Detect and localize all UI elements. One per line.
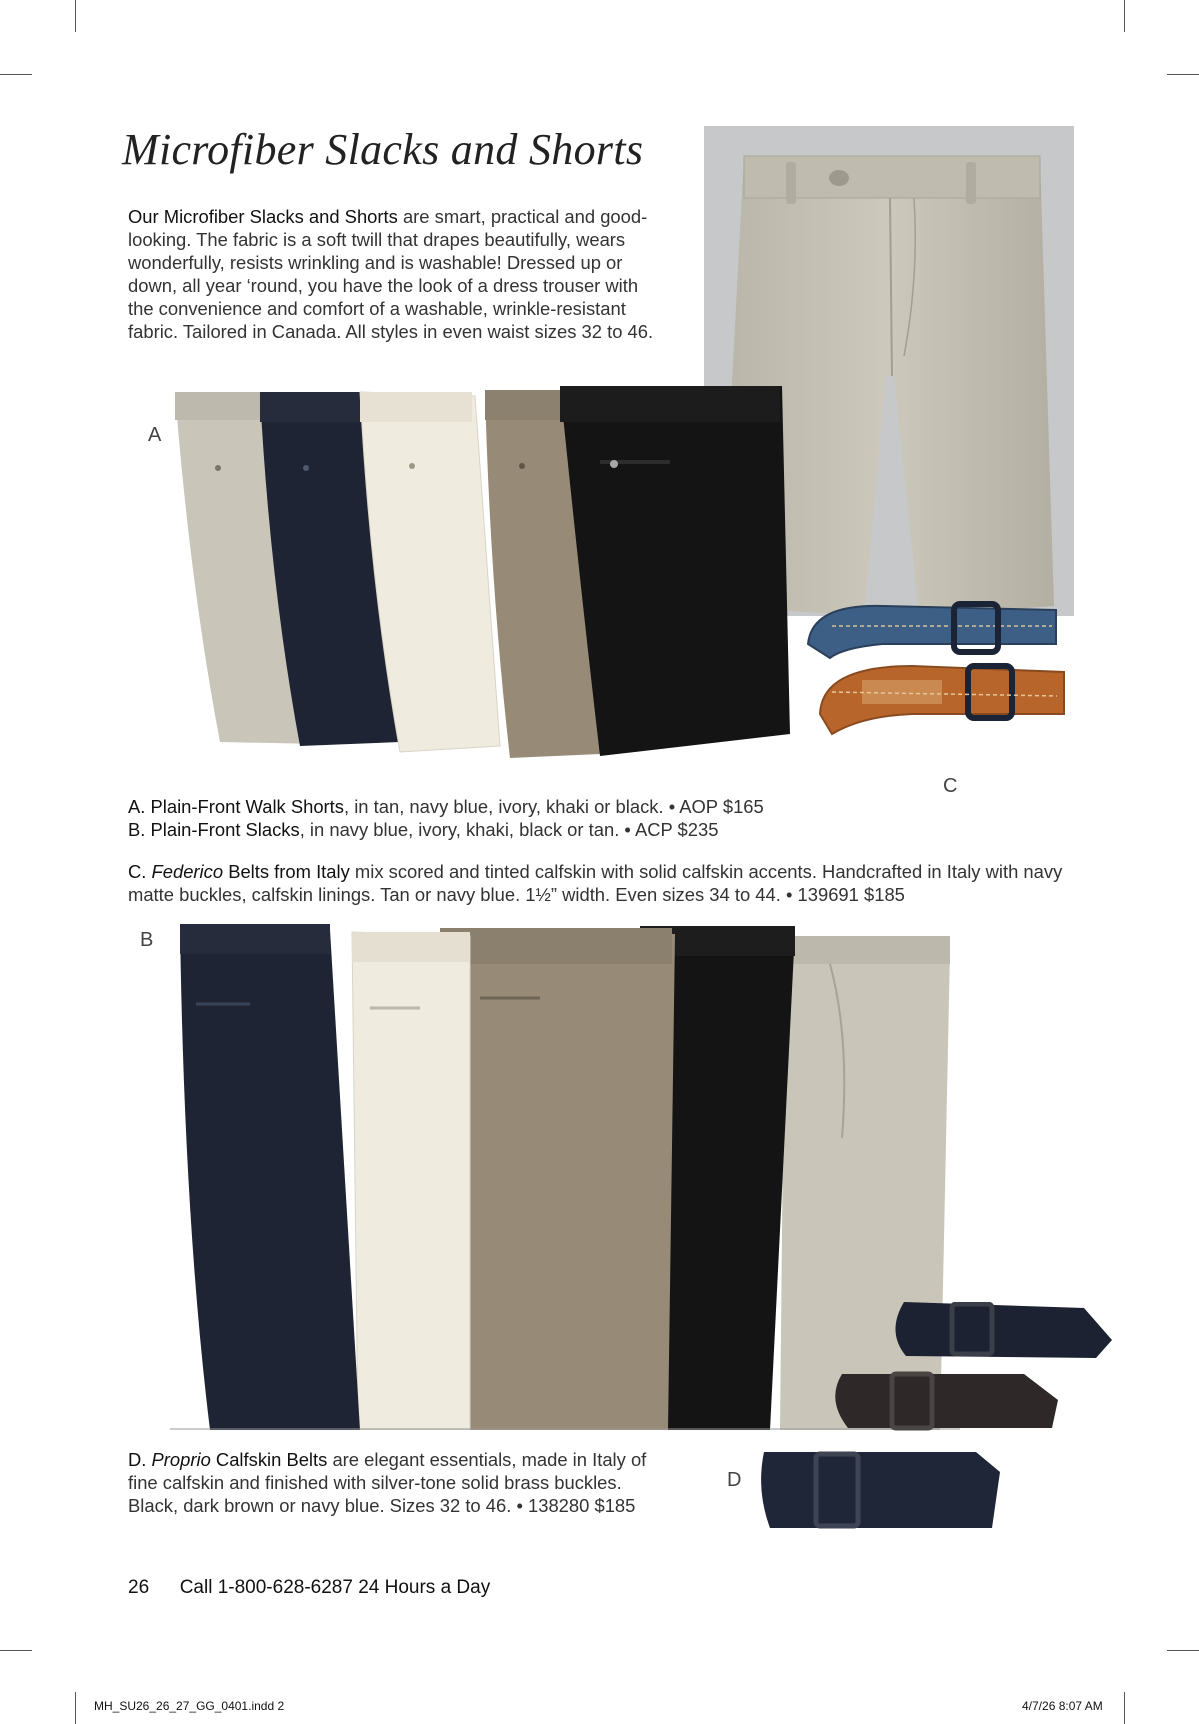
intro-body: are smart, practical and good-looking. The fabric is a soft twill that drapes beautifully, wears wonderfully, resists wrinkling and is washable! Dressed up or down, all year ‘round, you have the look of a dress trouser with the convenience and comfort of a washable, wrinkle-resistant fabric. Tailored in Canada. All styles in even waist sizes 32 to 46. [128, 206, 654, 342]
label-c: C [943, 775, 958, 797]
crop-mark-top-right-vertical [1124, 0, 1125, 32]
crop-mark-bottom-left-horizontal [0, 1650, 32, 1651]
page-title: Microfiber Slacks and Shorts [122, 125, 644, 174]
caption-d-name: Calfskin Belts [210, 1449, 328, 1470]
caption-d [128, 1448, 658, 1517]
caption-c-prefix: C. [128, 861, 152, 882]
caption-c-name: Belts from Italy [223, 861, 350, 882]
caption-c-brand: Federico [151, 861, 224, 882]
phone-line: Call 1-800-628-6287 24 Hours a Day [179, 1577, 491, 1598]
crop-mark-top-left-vertical [75, 0, 76, 32]
caption-d-prefix: D. [128, 1449, 152, 1470]
walk-shorts-photo [170, 384, 800, 764]
intro-paragraph [128, 205, 668, 343]
page-footer [128, 1577, 490, 1599]
crop-mark-bottom-right-vertical [1124, 1692, 1125, 1724]
crop-mark-top-left-horizontal [0, 74, 32, 75]
caption-b-name: B. Plain-Front Slacks [128, 819, 300, 840]
crop-mark-bottom-right-horizontal [1167, 1650, 1199, 1651]
slug-file: MH_SU26_26_27_GG_0401.indd 2 [94, 1699, 285, 1713]
caption-a-desc: , in tan, navy blue, ivory, khaki or black. • AOP $165 [343, 796, 764, 817]
label-d: D [727, 1469, 742, 1491]
label-b: B [140, 929, 154, 951]
label-a: A [148, 424, 162, 446]
slug-date: 4/7/26 8:07 AM [1022, 1699, 1103, 1713]
intro-lead: Our Microfiber Slacks and Shorts [128, 206, 398, 227]
crop-mark-bottom-left-vertical [75, 1692, 76, 1724]
caption-a [128, 795, 764, 818]
caption-a-name: A. Plain-Front Walk Shorts [128, 796, 344, 817]
page-number: 26 [128, 1577, 150, 1598]
caption-c [128, 860, 1088, 906]
crop-mark-top-right-horizontal [1167, 74, 1199, 75]
caption-b-desc: , in navy blue, ivory, khaki, black or tan. • ACP $235 [299, 819, 719, 840]
federico-belts-photo [802, 596, 1072, 756]
proprio-belts-photo [756, 1302, 1116, 1534]
caption-d-desc: are elegant essentials, made in Italy of fine calfskin and finished with silver-tone solid brass buckles. Black, dark brown or navy blue. Sizes 32 to 46. • 138280 $185 [128, 1449, 647, 1516]
caption-b [128, 818, 718, 841]
caption-d-brand: Proprio [151, 1449, 211, 1470]
caption-c-desc: mix scored and tinted calfskin with solid calfskin accents. Handcrafted in Italy with navy matte buckles, calfskin linings. Tan or navy blue. 1½” width. Even sizes 34 to 44. • 139691 $185 [128, 861, 1063, 905]
